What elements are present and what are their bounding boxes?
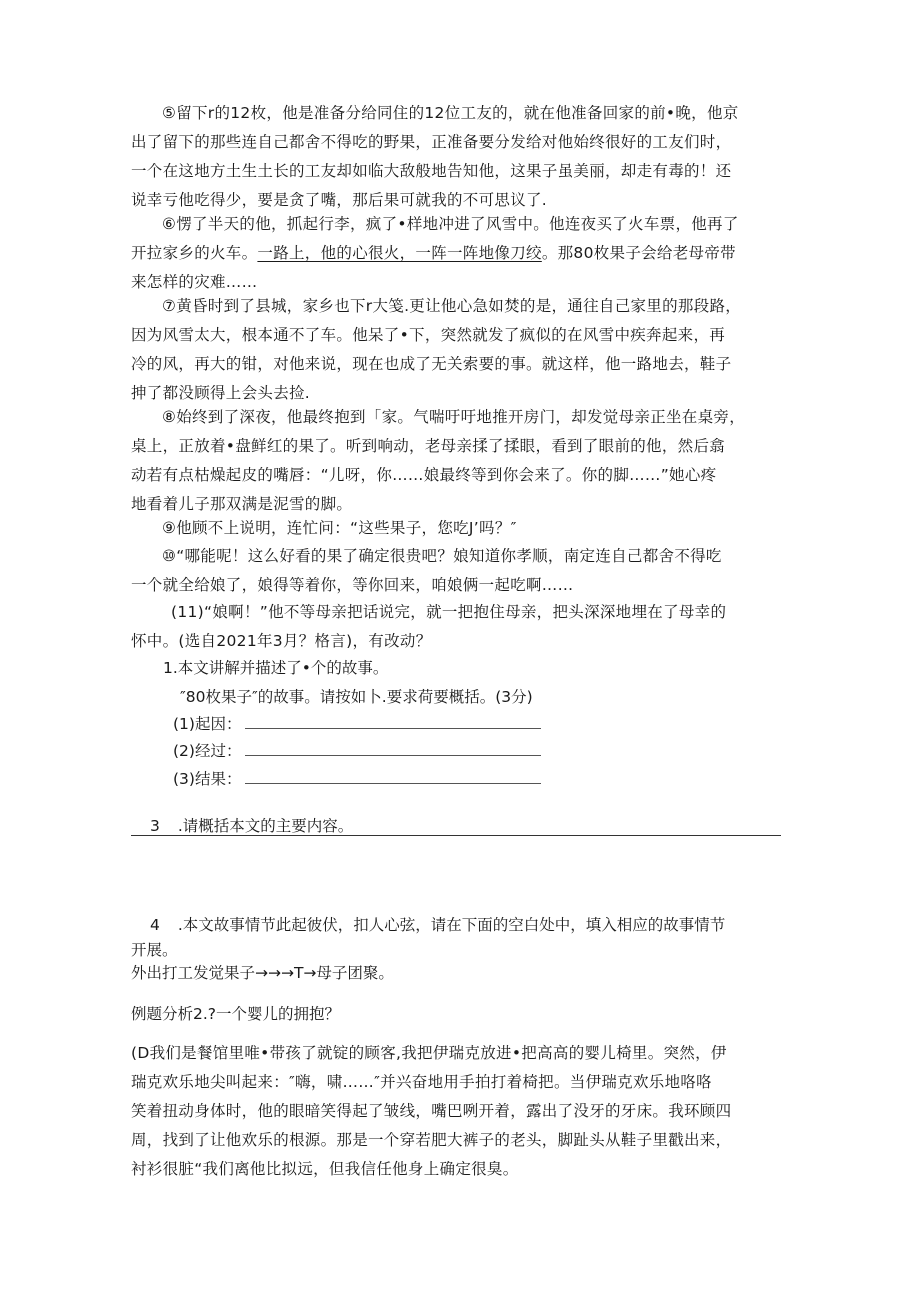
paragraph-5 [131, 99, 781, 215]
paragraph-7 [131, 292, 781, 408]
question-4-continued: 开展。 [131, 941, 178, 959]
question-1-title: 1.本文讲解并描述了•个的故事。 [163, 659, 389, 677]
paragraph-11 [131, 598, 781, 656]
paragraph-8 [131, 403, 781, 519]
question-text: .本文故事情节此起彼伏，扣人心弦，请在下面的空白处中，填入相应的故事情节 [177, 916, 726, 934]
text-line: ⑤留下r的12枚，他是准备分给同住的12位工友的，就在他准备回家的前•晚，他京 [162, 104, 739, 122]
paragraph-9 [131, 514, 781, 543]
text-line: 说幸亏他吃得少，要是贪了嘴，那后果可就我的不可思议了. [131, 191, 548, 209]
answer-label: (2)经过： [173, 742, 242, 760]
question-number: 4 [150, 916, 160, 934]
text-line: 一个就全给娘了，娘得等着你，等你回来，咱娘俩一起吃啊…… [131, 576, 574, 594]
text-line: 冷的风，再大的钳，对他来说，现在也成了无关索要的事。就这样，他一路地去，鞋子 [131, 355, 732, 373]
answer-label: (3)结果： [173, 770, 242, 788]
example-paragraph [131, 1039, 781, 1184]
answer-row-cause [173, 713, 541, 735]
answer-row-result [173, 768, 541, 790]
question-3 [150, 815, 353, 837]
answer-blank[interactable] [245, 741, 541, 756]
answer-label: (1)起因： [173, 715, 242, 733]
text-segment: 。那80枚果子会给老母帝带 [541, 244, 736, 262]
text-line: 笑着扭动身体时，他的眼暗笑得起了皱线，嘴巴咧开着，露出了没牙的牙床。我环顾四 [131, 1102, 732, 1120]
text-line: 一个在这地方土生土长的工友却如临大敌般地告知他，这果子虽美丽，却走有毒的！还 [131, 162, 732, 180]
text-line: 来怎样的灾难…… [131, 273, 258, 291]
text-line: ⑨他顾不上说明，连忙问：“这些果子，您吃J’吗？″ [162, 519, 517, 537]
question-4 [150, 914, 725, 936]
text-segment: 开拉家乡的火车。 [131, 244, 258, 262]
text-line [131, 239, 781, 268]
example-title: 例题分析2.?一个婴儿的拥抱？ [131, 1005, 341, 1023]
text-line: ⑧始终到了深夜，他最终抱到「家。气喘吁吁地推开房门，却发觉母亲正坐在桌旁， [162, 408, 745, 426]
answer-blank[interactable] [245, 769, 541, 784]
text-line: (D我们是餐馆里唯•带孩了就锭的顾客,我把伊瑞克放进•把高高的婴儿椅里。突然，伊 [131, 1044, 727, 1062]
text-line: 桌上，正放着•盘鲜红的果了。听到响动，老母亲揉了揉眼，看到了眼前的他，然后翕 [131, 437, 726, 455]
text-line: ⑥愣了半天的他，抓起行李，疯了•样地冲进了风雪中。他连夜买了火车票，他再了 [162, 215, 739, 233]
text-line: 周，找到了让他欢乐的根源。那是一个穿若肥大裤子的老头，脚趾头从鞋子里戳出来， [131, 1131, 732, 1149]
question-4-flow: 外出打工发觉果子→→→T→母子团聚。 [131, 964, 394, 982]
question-1-subtitle: ″80枚果子″的故事。请按如卜.要求荷要概括。(3分) [180, 688, 533, 706]
text-line: 地看着儿子那双满是泥雪的脚。 [131, 495, 353, 513]
text-line: 动若有点枯燥起皮的嘴唇：“儿呀，你……娘最终等到你会来了。你的脚……”她心疼 [131, 466, 717, 484]
question-number: 3 [150, 817, 160, 835]
text-line: 因为风雪太大，根本通不了车。他呆了•下，突然就发了疯似的在风雪中疾奔起来，再 [131, 326, 726, 344]
question-text: .请概括本文的主要内容。 [177, 817, 354, 835]
paragraph-6 [131, 210, 781, 297]
text-line: 抻了都没顾得上会头去捡. [131, 384, 311, 402]
underlined-sentence: 一路上，他的心很火，一阵一阵地像刀绞 [257, 244, 542, 262]
text-line: 怀中。(选自2021年3月？格言)，有改动？ [131, 632, 432, 650]
text-line: ⑩“哪能呢！这么好看的果了确定很贵吧？娘知道你孝顺，南定连自己都舍不得吃 [162, 547, 722, 565]
answer-rule-line[interactable] [131, 835, 781, 836]
text-line: (11)“娘啊！”他不等母亲把话说完，就一把抱住母亲，把头深深地埋在了母幸的 [171, 603, 727, 621]
text-line: ⑦黄昏时到了县城，家乡也下r大笺.更让他心急如焚的是，通往自己家里的那段路， [162, 297, 742, 315]
answer-row-process [173, 740, 541, 762]
answer-blank[interactable] [245, 714, 541, 729]
text-line: 出了留下的那些连自己都舍不得吃的野果，正准备要分发给对他始终很好的工友们时， [131, 133, 732, 151]
text-line: 衬衫很脏“我们离他比拟远，但我信任他身上确定很臭。 [131, 1160, 519, 1178]
paragraph-10 [131, 542, 781, 600]
text-line: 瑞克欢乐地尖叫起来：″嗨，啸……″并兴奋地用手拍打着椅把。当伊瑞克欢乐地咯咯 [131, 1073, 712, 1091]
